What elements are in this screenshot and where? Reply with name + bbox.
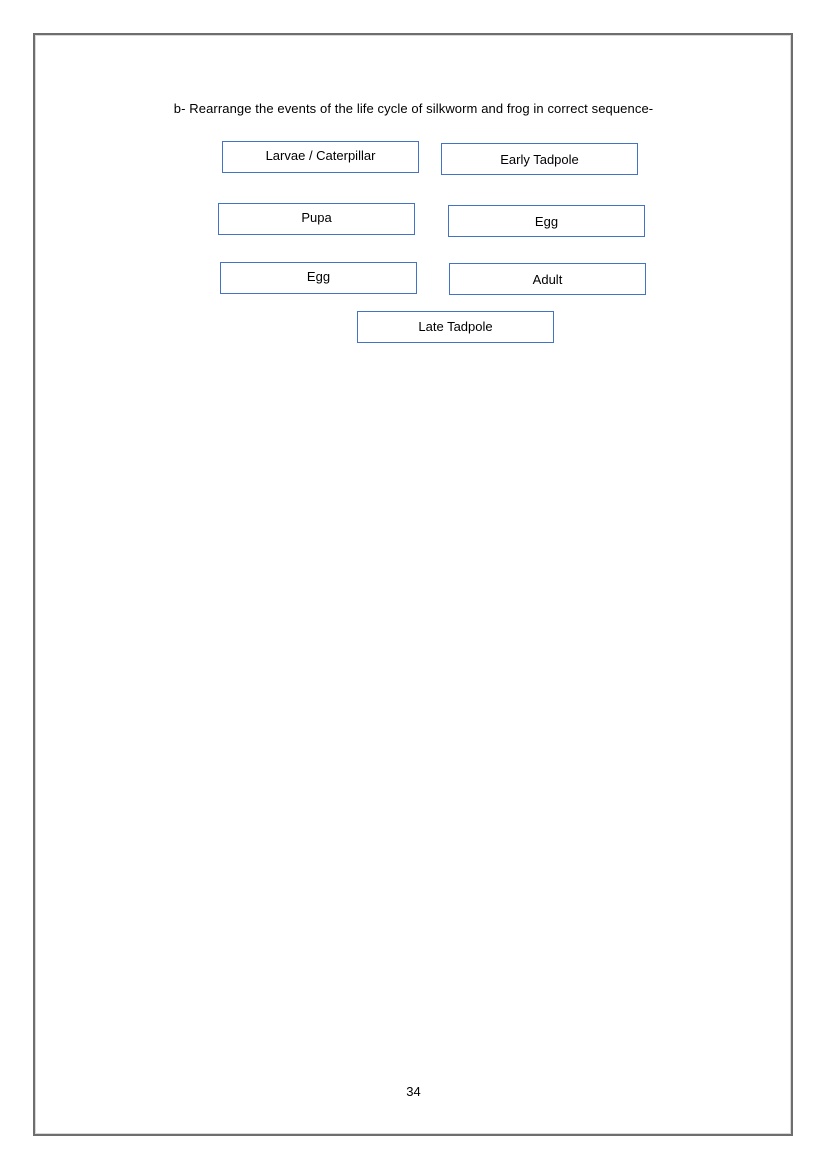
event-box-pupa: Pupa [218, 203, 415, 235]
event-box-egg-frog: Egg [448, 205, 645, 237]
event-box-early-tadpole: Early Tadpole [441, 143, 638, 175]
page-number: 34 [406, 1084, 421, 1099]
event-box-egg-silkworm: Egg [220, 262, 417, 294]
event-box-late-tadpole: Late Tadpole [357, 311, 554, 343]
instruction-text: b- Rearrange the events of the life cycle of silkworm and frog in correct sequence- [173, 101, 654, 116]
page-border [33, 33, 793, 1136]
event-box-adult: Adult [449, 263, 646, 295]
event-box-larvae-caterpillar: Larvae / Caterpillar [222, 141, 419, 173]
